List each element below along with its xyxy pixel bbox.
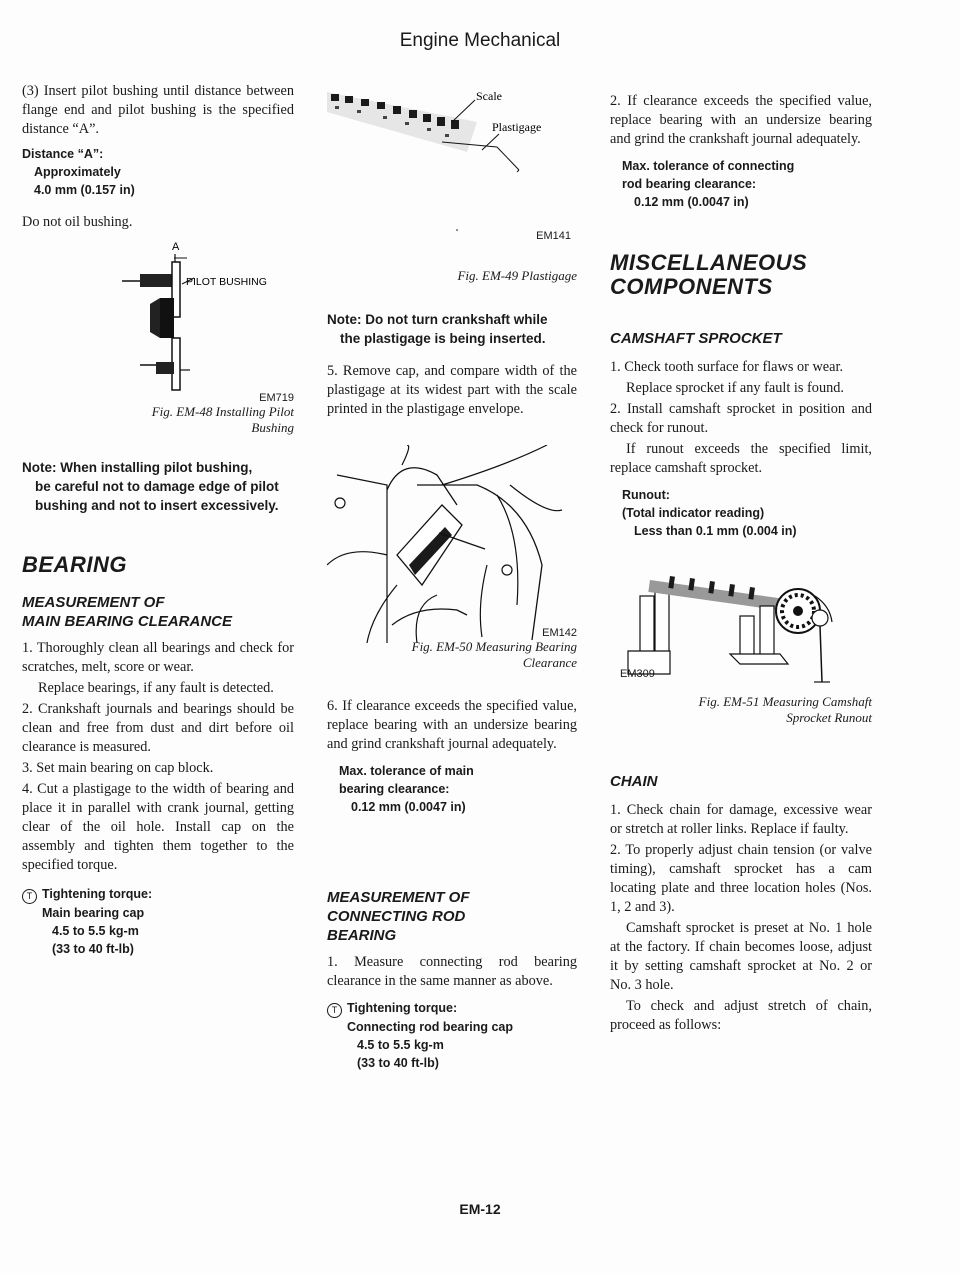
figure-em51 <box>610 566 872 726</box>
section-heading-misc <box>610 251 872 299</box>
misc-line2: COMPONENTS <box>610 274 773 299</box>
pilot-bushing-diagram <box>22 238 294 398</box>
figure-caption-line1: Fig. EM-51 Measuring Camshaft <box>698 694 872 709</box>
scale-label: Scale <box>476 89 502 103</box>
note-text-line1: When installing pilot bushing, <box>60 460 253 475</box>
torque-value1: 4.5 to 5.5 kg-m <box>357 1038 444 1052</box>
distance-spec <box>22 145 294 199</box>
torque-item: Connecting rod bearing cap <box>347 1020 513 1034</box>
note-text-line1: Do not turn crankshaft while <box>365 312 548 327</box>
runout-spec <box>610 486 872 540</box>
figure-caption-line2: Sprocket Runout <box>786 710 872 725</box>
max-line2: bearing clearance: <box>339 782 450 796</box>
note-text-body: the plastigage is being inserted. <box>340 331 546 346</box>
item-5: 5. Remove cap, and compare width of the plastigage at its widest part with the scale printed in the plastigage envelope. <box>327 363 577 417</box>
subheading-line1: MEASUREMENT OF <box>22 594 165 611</box>
item-2-rod: 2. If clearance exceeds the specified value, replace bearing with an undersize bearing and grind the crankshaft journal adequately. <box>610 93 872 147</box>
column-right <box>610 82 872 1037</box>
plastigage-label: Plastigage <box>492 120 542 134</box>
figure-em49 <box>327 82 577 242</box>
item-4: 4. Cut a plastigage to the width of bearing and place it in parallel with crank journal, getting clear of the oil hole. Install cap on the assembly and tighten them together to the specified torque. <box>22 781 294 873</box>
max-line1: Max. tolerance of connecting <box>622 159 795 173</box>
torque-spec-rod <box>327 999 577 1072</box>
misc-line1: MISCELLANEOUS <box>610 250 808 275</box>
cam-item-2b: If runout exceeds the specified limit, replace camshaft sprocket. <box>610 441 872 476</box>
subheading-chain: CHAIN <box>610 773 658 790</box>
figure-code: EM719 <box>259 392 294 404</box>
figure-caption-line2: Bushing <box>251 420 294 435</box>
item-1b: Replace bearings, if any fault is detected. <box>38 680 274 696</box>
distance-value: 4.0 mm (0.157 in) <box>34 183 135 197</box>
runout-sub: (Total indicator reading) <box>622 506 765 520</box>
torque-value2: (33 to 40 ft-lb) <box>357 1056 439 1070</box>
note-prefix: Note: <box>22 460 57 475</box>
figure-code: EM141 <box>536 230 571 242</box>
subheading-main-bearing <box>22 593 294 631</box>
item-1: 1. Thoroughly clean all bearings and check for scratches, melt, score or wear. <box>22 640 294 675</box>
no-oil-text: Do not oil bushing. <box>22 214 133 230</box>
figure-caption-line2: Clearance <box>522 655 577 670</box>
distance-label: Distance “A”: <box>22 147 104 161</box>
section-heading-bearing: BEARING <box>22 552 127 577</box>
item-3: 3. Set main bearing on cap block. <box>22 760 214 776</box>
pilot-bushing-label: PILOT BUSHING <box>186 276 267 288</box>
runout-label: Runout: <box>622 488 670 502</box>
max-tolerance-main <box>327 762 577 816</box>
plastigage-diagram <box>327 82 577 232</box>
distance-approx: Approximately <box>34 165 121 179</box>
torque-spec-main <box>22 885 294 958</box>
figure-caption-line1: Fig. EM-50 Measuring Bearing <box>411 639 577 654</box>
figure-em50 <box>327 445 577 675</box>
subheading-connecting-rod <box>327 888 577 945</box>
torque-label: Tightening torque: <box>42 887 153 901</box>
item-2: 2. Crankshaft journals and bearings should be clean and free from dust and dirt before oil clearance is measured. <box>22 701 294 755</box>
page-header-title: Engine Mechanical <box>399 30 561 51</box>
figure-code: EM142 <box>542 627 577 639</box>
cam-item-1b: Replace sprocket if any fault is found. <box>626 380 844 396</box>
torque-item: Main bearing cap <box>42 906 145 920</box>
chain-item-2b: Camshaft sprocket is preset at No. 1 hole at the factory. If chain becomes loose, adjust it by setting camshaft sprocket at No. 2 or No. 3 hole. <box>610 920 872 993</box>
cam-item-2: 2. Install camshaft sprocket in position and check for runout. <box>610 401 872 436</box>
runout-value: Less than 0.1 mm (0.004 in) <box>634 524 797 538</box>
page-number: EM-12 <box>459 1201 501 1217</box>
note-prefix: Note: <box>327 312 362 327</box>
figure-em48 <box>22 238 294 438</box>
torque-icon: T <box>22 889 37 904</box>
chain-item-2: 2. To properly adjust chain tension (or valve timing), camshaft sprocket has a cam locating plate and three location holes (Nos. 1, 2 and 3). <box>610 842 872 915</box>
max-line1: Max. tolerance of main <box>339 764 474 778</box>
max-line2: rod bearing clearance: <box>622 177 757 191</box>
subheading-line2: CONNECTING ROD <box>327 908 466 925</box>
torque-value2: (33 to 40 ft-lb) <box>52 942 134 956</box>
note-pilot-bushing <box>22 458 294 515</box>
subheading-line2: MAIN BEARING CLEARANCE <box>22 613 232 630</box>
cam-item-1: 1. Check tooth surface for flaws or wear. <box>610 359 844 375</box>
torque-value1: 4.5 to 5.5 kg-m <box>52 924 139 938</box>
max-value: 0.12 mm (0.0047 in) <box>634 195 749 209</box>
max-tolerance-rod <box>610 157 872 211</box>
torque-icon: T <box>327 1003 342 1018</box>
chain-item-2c: To check and adjust stretch of chain, proceed as follows: <box>610 998 872 1033</box>
letter-a-label: A <box>172 241 180 253</box>
chain-item-1: 1. Check chain for damage, excessive wear or stretch at roller links. Replace if faulty. <box>610 802 872 837</box>
rod-item-1: 1. Measure connecting rod bearing clearance in the same manner as above. <box>327 954 577 989</box>
column-middle <box>327 82 577 1072</box>
subheading-camshaft-sprocket: CAMSHAFT SPROCKET <box>610 330 782 347</box>
column-left <box>22 82 294 958</box>
max-value: 0.12 mm (0.0047 in) <box>351 800 466 814</box>
note-crankshaft <box>327 310 577 348</box>
torque-label: Tightening torque: <box>347 1001 458 1015</box>
figure-caption: Fig. EM-49 Plastigage <box>457 268 577 283</box>
subheading-line1: MEASUREMENT OF <box>327 889 470 906</box>
step-3-text: (3) Insert pilot bushing until distance between flange end and pilot bushing is the specified distance “A”. <box>22 83 294 137</box>
figure-caption-line1: Fig. EM-48 Installing Pilot <box>151 404 294 419</box>
item-6: 6. If clearance exceeds the specified value, replace bearing with an undersize bearing and grind crankshaft journal adequately. <box>327 698 577 752</box>
measuring-bearing-diagram <box>327 445 577 643</box>
figure-code: EM309 <box>620 668 655 680</box>
note-text-body: be careful not to damage edge of pilot bushing and not to insert excessively. <box>35 479 279 513</box>
subheading-line3: BEARING <box>327 927 397 944</box>
